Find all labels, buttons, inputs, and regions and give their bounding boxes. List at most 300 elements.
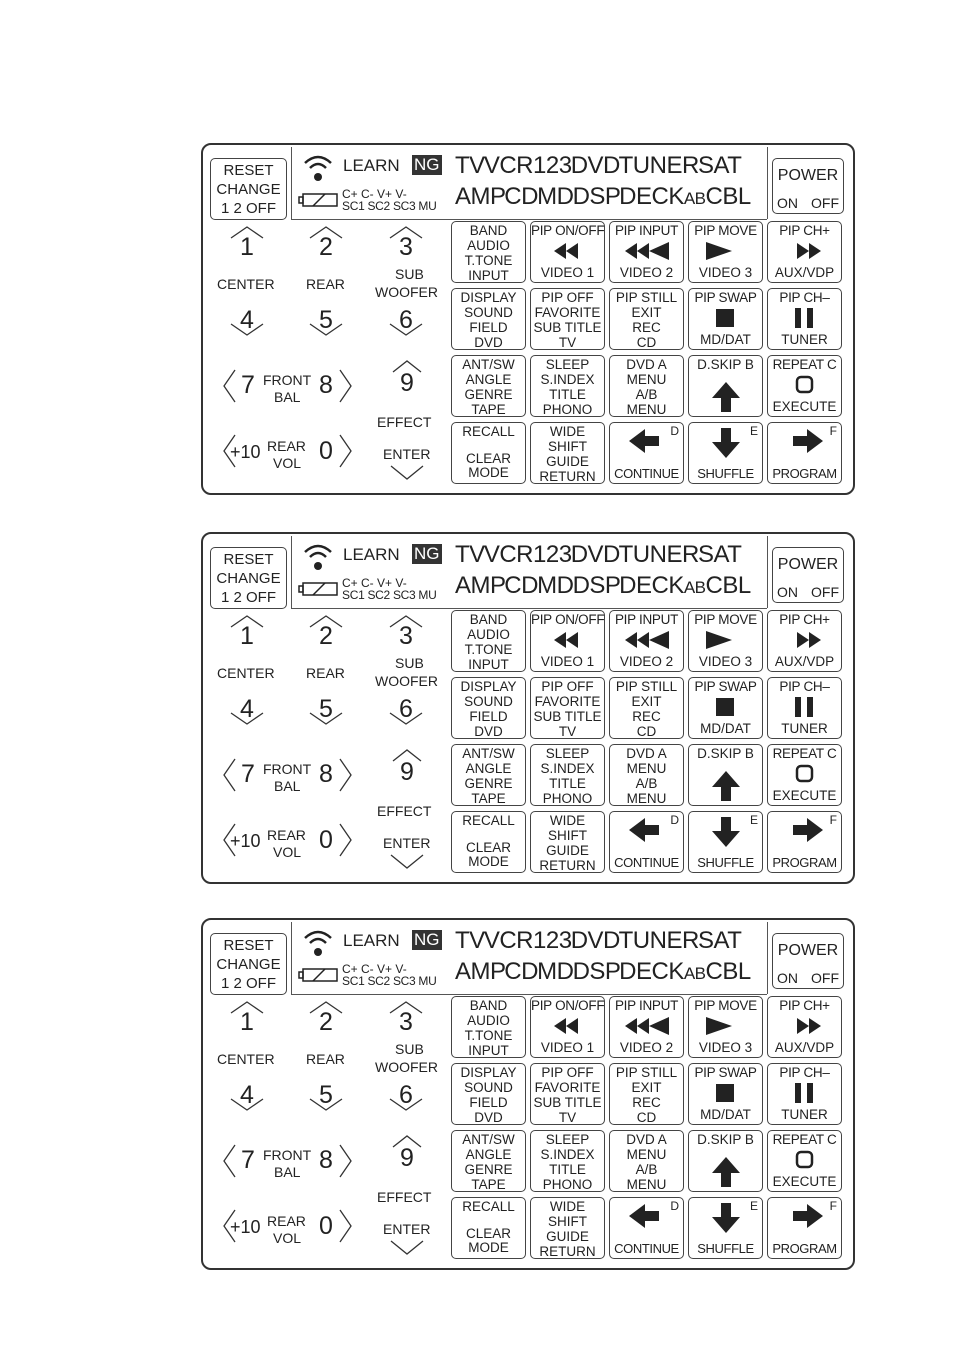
d-skip-button-label: D.SKIP B <box>697 357 754 372</box>
ant-sw-button[interactable] <box>451 355 526 417</box>
power-label: POWER <box>777 942 839 959</box>
continue-button[interactable] <box>609 811 684 873</box>
dvd-menu-button[interactable] <box>609 1130 684 1192</box>
pip-still-button-label: EXIT <box>631 694 662 709</box>
chevron-down-icon[interactable] <box>388 1098 424 1112</box>
source-row-1: TV VCR123 DVD TUNER SAT <box>455 152 742 179</box>
pip-still-button-label: CD <box>636 1110 657 1125</box>
battery-icon <box>297 192 339 208</box>
key-8[interactable]: 8 <box>319 760 333 788</box>
pip-input-button-label: VIDEO 2 <box>619 1040 674 1055</box>
dvd-menu-button[interactable] <box>609 744 684 806</box>
continue-button[interactable] <box>609 1197 684 1259</box>
rew-icon <box>544 1015 592 1037</box>
pip-ch-minus-button[interactable] <box>767 1063 842 1125</box>
key-1[interactable]: 1 <box>240 233 254 261</box>
woofer-label: WOOFER <box>375 673 438 689</box>
key-4[interactable]: 4 <box>240 1081 254 1109</box>
chevron-down-icon[interactable] <box>308 323 344 337</box>
header-divider <box>291 608 767 609</box>
header-divider <box>291 219 767 220</box>
header-divider <box>767 922 768 994</box>
ant-sw-button-label: TAPE <box>471 402 506 417</box>
continue-button-label: D <box>670 1199 679 1213</box>
pip-input-button-label: PIP INPUT <box>614 223 679 238</box>
pip-swap-button[interactable] <box>688 288 763 350</box>
pip-off-button-label: TV <box>558 335 577 350</box>
remote-panel-2 <box>201 532 855 884</box>
wide-shift-button-label: SHIFT <box>548 828 587 843</box>
chevron-right-icon[interactable] <box>339 434 353 468</box>
learn-label: LEARN <box>343 545 400 564</box>
reset-change-button[interactable] <box>210 933 287 995</box>
display-sound-button-label: DISPLAY <box>460 1065 517 1080</box>
wide-shift-button[interactable] <box>530 1197 605 1259</box>
sleep-button[interactable] <box>530 744 605 806</box>
enter-label: ENTER <box>383 446 431 462</box>
pause-icon <box>781 1082 829 1104</box>
key-4[interactable]: 4 <box>240 695 254 723</box>
source-row-2-a: AMP CD MD DSP DECK <box>455 572 684 599</box>
d-skip-button-label: D.SKIP B <box>697 746 754 761</box>
band-audio-button-label: BAND <box>469 998 508 1013</box>
power-button[interactable] <box>772 933 844 989</box>
pip-off-button[interactable] <box>530 677 605 739</box>
continue-button-label: D <box>670 813 679 827</box>
shuffle-button-label: E <box>749 1199 758 1213</box>
key-plus10[interactable]: +10 <box>230 442 261 462</box>
sub-label: SUB <box>395 655 424 671</box>
key-2[interactable]: 2 <box>319 1008 333 1036</box>
key-5[interactable]: 5 <box>319 1081 333 1109</box>
rear-label: REAR <box>306 665 345 681</box>
front-label: FRONT <box>263 372 312 388</box>
key-9[interactable]: 9 <box>400 369 414 397</box>
dvd-menu-button-label: MENU <box>626 1147 667 1162</box>
chevron-right-icon[interactable] <box>339 758 353 792</box>
d-skip-button[interactable] <box>688 1130 763 1192</box>
key-6[interactable]: 6 <box>399 306 413 334</box>
display-sound-button-label: DISPLAY <box>460 679 517 694</box>
repeat-button[interactable] <box>767 744 842 806</box>
pip-off-button[interactable] <box>530 288 605 350</box>
ant-sw-button-label: ANGLE <box>465 372 512 387</box>
wide-shift-button-label: WIDE <box>549 813 586 828</box>
chevron-down-icon[interactable] <box>389 854 425 870</box>
pip-still-button[interactable] <box>609 677 684 739</box>
pip-move-button-label: PIP MOVE <box>694 612 757 627</box>
wide-shift-button-label: RETURN <box>539 858 596 873</box>
continue-button[interactable] <box>609 422 684 484</box>
sleep-button[interactable] <box>530 355 605 417</box>
left-icon <box>623 1203 671 1229</box>
wide-shift-button-label: SHIFT <box>548 439 587 454</box>
header-divider <box>291 922 292 994</box>
effect-label: EFFECT <box>377 1189 432 1205</box>
sleep-button[interactable] <box>530 1130 605 1192</box>
ant-sw-button-label: ANGLE <box>465 761 512 776</box>
ff-icon <box>781 629 829 651</box>
display-sound-button-label: DISPLAY <box>460 290 517 305</box>
recall-button-label: MODE <box>468 465 509 480</box>
pip-ch-minus-button-label: TUNER <box>781 1107 828 1122</box>
display-sound-button-label: SOUND <box>464 694 513 709</box>
dvd-menu-button-label: A/B <box>635 1162 658 1177</box>
power-on-label: ON <box>777 195 798 211</box>
pip-onoff-button-label: PIP ON/OFF <box>531 223 605 238</box>
change-label: CHANGE <box>216 181 281 198</box>
program-button-label: PROGRAM <box>772 855 837 870</box>
repeat-button-label: REPEAT C <box>772 746 837 761</box>
pip-swap-button-label: MD/DAT <box>700 721 751 736</box>
learn-label: LEARN <box>343 156 400 175</box>
shuffle-button-label: SHUFFLE <box>697 466 754 481</box>
sleep-button-label: S.INDEX <box>540 372 595 387</box>
recall-button-label: CLEAR <box>465 1226 511 1241</box>
ng-badge: NG <box>414 930 440 949</box>
program-button-label: PROGRAM <box>772 1241 837 1256</box>
remote-panel-3 <box>201 918 855 1270</box>
key-3[interactable]: 3 <box>399 1008 413 1036</box>
repeat-button[interactable] <box>767 355 842 417</box>
band-audio-button-label: INPUT <box>468 268 509 283</box>
display-sound-button-label: SOUND <box>464 1080 513 1095</box>
source-row-2 <box>455 572 751 600</box>
chevron-down-icon[interactable] <box>388 712 424 726</box>
pip-off-button-label: SUB TITLE <box>533 320 602 335</box>
key-0[interactable]: 0 <box>319 826 333 854</box>
chevron-down-icon[interactable] <box>229 712 265 726</box>
pip-ch-plus-button-label: AUX/VDP <box>774 265 835 280</box>
band-audio-button-label: AUDIO <box>467 627 510 642</box>
program-button[interactable] <box>767 811 842 873</box>
wide-shift-button-label: RETURN <box>539 1244 596 1259</box>
key-6[interactable]: 6 <box>399 1081 413 1109</box>
source-row-2-a: AMP CD MD DSP DECK <box>455 958 684 985</box>
d-skip-button[interactable] <box>688 355 763 417</box>
key-8[interactable]: 8 <box>319 1146 333 1174</box>
display-sound-button-label: DVD <box>474 1110 503 1125</box>
repeat-button-label: REPEAT C <box>772 357 837 372</box>
pip-off-button[interactable] <box>530 1063 605 1125</box>
source-row-2-ab: AB <box>683 189 706 208</box>
pip-still-button[interactable] <box>609 1063 684 1125</box>
change-label: CHANGE <box>216 956 281 973</box>
pip-ch-plus-button[interactable] <box>767 610 842 672</box>
recall-button-label: CLEAR <box>465 451 511 466</box>
pip-swap-button-label: PIP SWAP <box>694 679 757 694</box>
key-7[interactable]: 7 <box>241 371 255 399</box>
pip-move-button-label: PIP MOVE <box>694 223 757 238</box>
effect-label: EFFECT <box>377 803 432 819</box>
pip-still-button-label: REC <box>632 320 661 335</box>
pip-off-button-label: FAVORITE <box>534 1080 601 1095</box>
header-divider <box>767 147 768 219</box>
power-off-label: OFF <box>811 584 839 600</box>
sleep-button-label: SLEEP <box>545 357 590 372</box>
pip-input-button[interactable] <box>609 996 684 1058</box>
enter-label: ENTER <box>383 1221 431 1237</box>
pip-input-button[interactable] <box>609 610 684 672</box>
shuffle-button[interactable] <box>688 811 763 873</box>
source-row-2-cbl: CBL <box>705 572 751 599</box>
key-3[interactable]: 3 <box>399 233 413 261</box>
program-button[interactable] <box>767 1197 842 1259</box>
band-audio-button-label: T.TONE <box>464 642 513 657</box>
display-sound-button[interactable] <box>451 288 526 350</box>
pip-move-button-label: PIP MOVE <box>694 998 757 1013</box>
pip-onoff-button[interactable] <box>530 221 605 283</box>
sleep-button-label: TITLE <box>549 387 586 402</box>
key-9[interactable]: 9 <box>400 758 414 786</box>
program-button[interactable] <box>767 422 842 484</box>
dvd-menu-button-label: MENU <box>626 402 667 417</box>
indicators-bottom: SC1 SC2 SC3 MU <box>342 588 437 602</box>
chevron-right-icon[interactable] <box>339 369 353 403</box>
header-divider <box>291 994 767 995</box>
ant-sw-button-label: TAPE <box>471 1177 506 1192</box>
rear-vol-label-vol: VOL <box>273 844 302 860</box>
display-sound-button[interactable] <box>451 677 526 739</box>
dvd-menu-button-label: MENU <box>626 761 667 776</box>
display-sound-button[interactable] <box>451 1063 526 1125</box>
up-icon <box>702 1155 750 1189</box>
key-plus10[interactable]: +10 <box>230 831 261 851</box>
woofer-label: WOOFER <box>375 1059 438 1075</box>
power-button[interactable] <box>772 547 844 603</box>
pip-move-button-label: VIDEO 3 <box>698 654 753 669</box>
pip-ch-minus-button-label: PIP CH– <box>779 1065 830 1080</box>
continue-button-label: CONTINUE <box>614 855 679 870</box>
band-audio-button[interactable] <box>451 221 526 283</box>
recall-button-label: RECALL <box>462 1199 515 1214</box>
key-7[interactable]: 7 <box>241 1146 255 1174</box>
recall-button[interactable] <box>451 1197 526 1259</box>
dvd-menu-button[interactable] <box>609 355 684 417</box>
repeat-button-label: REPEAT C <box>772 1132 837 1147</box>
pip-ch-plus-button[interactable] <box>767 996 842 1058</box>
chevron-right-icon[interactable] <box>339 823 353 857</box>
pip-swap-button[interactable] <box>688 1063 763 1125</box>
key-plus10[interactable]: +10 <box>230 1217 261 1237</box>
recall-button-label: MODE <box>468 1240 509 1255</box>
down-icon <box>702 426 750 460</box>
reset-label: RESET <box>223 551 274 568</box>
reset-change-button[interactable] <box>210 158 287 220</box>
pip-still-button-label: PIP STILL <box>615 679 678 694</box>
pip-still-button[interactable] <box>609 288 684 350</box>
indicators-bottom: SC1 SC2 SC3 MU <box>342 199 437 213</box>
battery-icon <box>297 581 339 597</box>
pip-ch-plus-button-label: PIP CH+ <box>779 612 830 627</box>
pip-ch-plus-button-label: PIP CH+ <box>779 223 830 238</box>
key-1[interactable]: 1 <box>240 1008 254 1036</box>
pip-move-button[interactable] <box>688 610 763 672</box>
ant-sw-button[interactable] <box>451 1130 526 1192</box>
key-9[interactable]: 9 <box>400 1144 414 1172</box>
continue-button-label: D <box>670 424 679 438</box>
pip-ch-minus-button[interactable] <box>767 677 842 739</box>
wide-shift-button[interactable] <box>530 811 605 873</box>
recall-button[interactable] <box>451 811 526 873</box>
sub-label: SUB <box>395 1041 424 1057</box>
shuffle-button-label: E <box>749 424 758 438</box>
band-audio-button[interactable] <box>451 610 526 672</box>
key-0[interactable]: 0 <box>319 437 333 465</box>
change-modes-label: 1 2 OFF <box>220 975 276 992</box>
chevron-down-icon[interactable] <box>389 1240 425 1256</box>
reset-label: RESET <box>223 162 274 179</box>
program-button-label: F <box>829 1199 837 1213</box>
pip-move-button-label: VIDEO 3 <box>698 265 753 280</box>
pip-ch-plus-button-label: AUX/VDP <box>774 1040 835 1055</box>
ng-badge: NG <box>414 155 440 174</box>
right-icon <box>781 1203 829 1229</box>
play-icon <box>702 240 750 262</box>
pip-onoff-button-label: VIDEO 1 <box>540 1040 595 1055</box>
battery-icon <box>297 967 339 983</box>
pip-still-button-label: EXIT <box>631 305 662 320</box>
pip-swap-button[interactable] <box>688 677 763 739</box>
down-icon <box>702 815 750 849</box>
key-1[interactable]: 1 <box>240 622 254 650</box>
shuffle-button[interactable] <box>688 1197 763 1259</box>
band-audio-button-label: BAND <box>469 612 508 627</box>
pip-still-button-label: PIP STILL <box>615 1065 678 1080</box>
indicators-top: C+ C- V+ V- <box>342 576 407 590</box>
chevron-right-icon[interactable] <box>339 1144 353 1178</box>
sleep-button-label: S.INDEX <box>540 761 595 776</box>
remote-panel-1 <box>201 143 855 495</box>
key-8[interactable]: 8 <box>319 371 333 399</box>
pause-icon <box>781 307 829 329</box>
frew-icon <box>623 1015 671 1037</box>
power-off-label: OFF <box>811 195 839 211</box>
power-off-label: OFF <box>811 970 839 986</box>
reset-change-button[interactable] <box>210 547 287 609</box>
pip-onoff-button-label: PIP ON/OFF <box>531 998 605 1013</box>
pip-input-button-label: PIP INPUT <box>614 612 679 627</box>
wide-shift-button-label: GUIDE <box>546 454 589 469</box>
pip-still-button-label: PIP STILL <box>615 290 678 305</box>
program-button-label: F <box>829 813 837 827</box>
wide-shift-button-label: RETURN <box>539 469 596 484</box>
rear-vol-label-rear: REAR <box>267 438 306 454</box>
chevron-down-icon[interactable] <box>389 465 425 481</box>
dvd-menu-button-label: MENU <box>626 372 667 387</box>
change-label: CHANGE <box>216 570 281 587</box>
key-3[interactable]: 3 <box>399 622 413 650</box>
ant-sw-button[interactable] <box>451 744 526 806</box>
band-audio-button-label: INPUT <box>468 657 509 672</box>
pip-move-button[interactable] <box>688 221 763 283</box>
center-label: CENTER <box>217 276 275 292</box>
dvd-menu-button-label: A/B <box>635 776 658 791</box>
band-audio-button[interactable] <box>451 996 526 1058</box>
dvd-menu-button-label: MENU <box>626 791 667 806</box>
wide-shift-button[interactable] <box>530 422 605 484</box>
right-icon <box>781 817 829 843</box>
source-row-2 <box>455 958 751 986</box>
frew-icon <box>623 240 671 262</box>
program-button-label: PROGRAM <box>772 466 837 481</box>
source-row-2-a: AMP CD MD DSP DECK <box>455 183 684 210</box>
ant-sw-button-label: ANT/SW <box>462 357 515 372</box>
band-audio-button-label: AUDIO <box>467 1013 510 1028</box>
rec-icon <box>781 763 829 785</box>
chevron-down-icon[interactable] <box>229 323 265 337</box>
pip-input-button-label: PIP INPUT <box>614 998 679 1013</box>
chevron-right-icon[interactable] <box>339 1209 353 1243</box>
pip-move-button[interactable] <box>688 996 763 1058</box>
pip-swap-button-label: MD/DAT <box>700 1107 751 1122</box>
chevron-down-icon[interactable] <box>388 323 424 337</box>
ant-sw-button-label: GENRE <box>464 1162 513 1177</box>
d-skip-button[interactable] <box>688 744 763 806</box>
pip-off-button-label: FAVORITE <box>534 305 601 320</box>
key-7[interactable]: 7 <box>241 760 255 788</box>
recall-button[interactable] <box>451 422 526 484</box>
power-label: POWER <box>777 167 839 184</box>
chevron-down-icon[interactable] <box>308 1098 344 1112</box>
shuffle-button-label: SHUFFLE <box>697 1241 754 1256</box>
key-2[interactable]: 2 <box>319 622 333 650</box>
pip-onoff-button[interactable] <box>530 610 605 672</box>
key-5[interactable]: 5 <box>319 695 333 723</box>
wide-shift-button-label: GUIDE <box>546 1229 589 1244</box>
key-5[interactable]: 5 <box>319 306 333 334</box>
bal-label: BAL <box>274 389 301 405</box>
left-icon <box>623 428 671 454</box>
chevron-down-icon[interactable] <box>229 1098 265 1112</box>
sleep-button-label: PHONO <box>542 1177 593 1192</box>
ant-sw-button-label: GENRE <box>464 776 513 791</box>
recall-button-label: CLEAR <box>465 840 511 855</box>
sleep-button-label: TITLE <box>549 1162 586 1177</box>
band-audio-button-label: INPUT <box>468 1043 509 1058</box>
ant-sw-button-label: ANT/SW <box>462 746 515 761</box>
repeat-button[interactable] <box>767 1130 842 1192</box>
key-4[interactable]: 4 <box>240 306 254 334</box>
shuffle-button-label: SHUFFLE <box>697 855 754 870</box>
key-0[interactable]: 0 <box>319 1212 333 1240</box>
display-sound-button-label: FIELD <box>469 320 508 335</box>
rec-icon <box>781 374 829 396</box>
sleep-button-label: PHONO <box>542 402 593 417</box>
reset-label: RESET <box>223 937 274 954</box>
dvd-menu-button-label: DVD A <box>626 1132 667 1147</box>
power-button[interactable] <box>772 158 844 214</box>
ant-sw-button-label: ANT/SW <box>462 1132 515 1147</box>
pip-ch-plus-button-label: AUX/VDP <box>774 654 835 669</box>
shuffle-button[interactable] <box>688 422 763 484</box>
key-6[interactable]: 6 <box>399 695 413 723</box>
left-icon <box>623 817 671 843</box>
chevron-down-icon[interactable] <box>308 712 344 726</box>
sleep-button-label: PHONO <box>542 791 593 806</box>
pip-swap-button-label: PIP SWAP <box>694 1065 757 1080</box>
signal-icon <box>301 542 335 570</box>
pip-ch-minus-button[interactable] <box>767 288 842 350</box>
pip-ch-plus-button[interactable] <box>767 221 842 283</box>
source-row-2-ab: AB <box>683 578 706 597</box>
pip-off-button-label: SUB TITLE <box>533 709 602 724</box>
display-sound-button-label: DVD <box>474 335 503 350</box>
pip-input-button[interactable] <box>609 221 684 283</box>
key-2[interactable]: 2 <box>319 233 333 261</box>
pip-onoff-button[interactable] <box>530 996 605 1058</box>
shuffle-button-label: E <box>749 813 758 827</box>
